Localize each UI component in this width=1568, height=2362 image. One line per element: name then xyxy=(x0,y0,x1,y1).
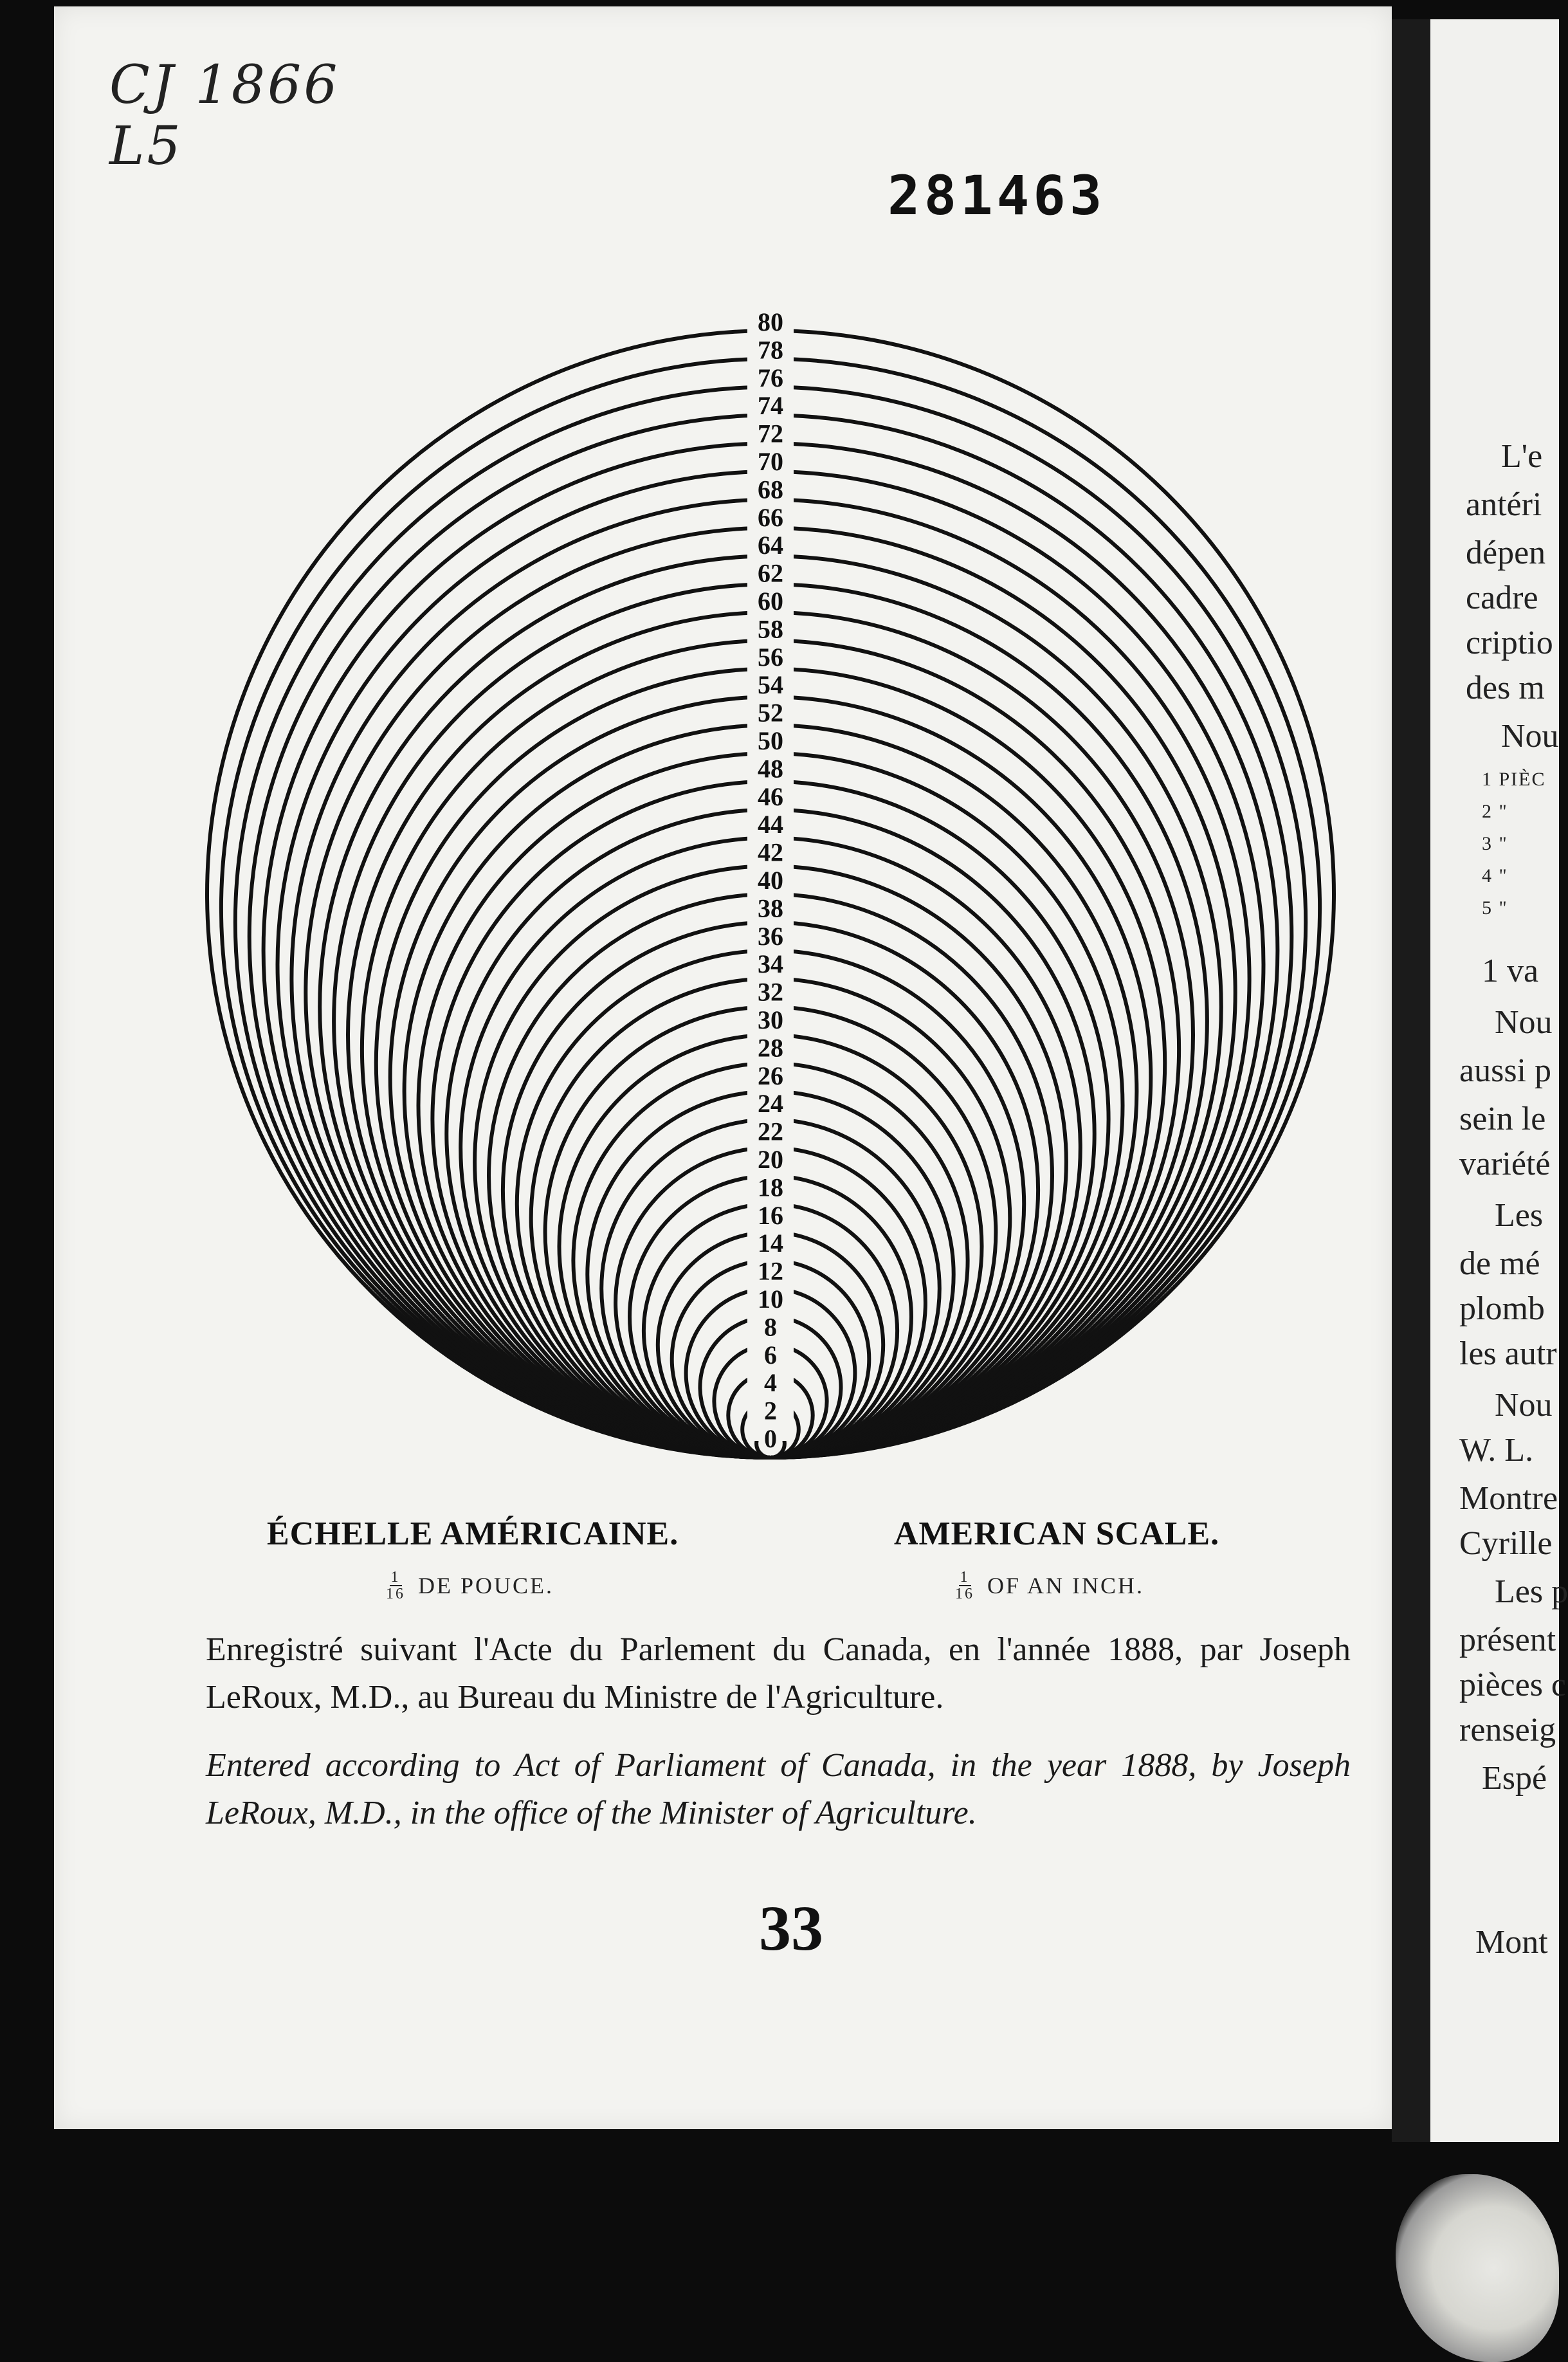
facing-page-line: cadre xyxy=(1466,580,1538,616)
facing-page-line: de mé xyxy=(1459,1245,1540,1282)
heading-english: AMERICAN SCALE. xyxy=(894,1515,1220,1552)
fraction xyxy=(955,1570,974,1602)
fraction-numerator: 1 xyxy=(390,1569,401,1586)
copyright-notice-english: Entered according to Act of Parliament of Canada, in the year 1888, by Joseph LeRoux, M.D., in the office of the Minister of Agriculture. xyxy=(206,1747,1351,1831)
ring-size-label: 48 xyxy=(758,754,783,783)
fraction-denominator: 16 xyxy=(386,1586,405,1602)
facing-page-line: Montre xyxy=(1459,1480,1558,1517)
ring-size-label: 24 xyxy=(758,1089,783,1119)
ring-size-label: 44 xyxy=(758,810,783,839)
fraction-denominator: 16 xyxy=(955,1586,974,1602)
facing-page-line: 1 PIÈC xyxy=(1482,769,1546,790)
facing-page-line: Les p xyxy=(1495,1573,1568,1610)
ring-size-label: 56 xyxy=(758,642,783,672)
facing-page-line: des m xyxy=(1466,670,1545,706)
fraction-numerator: 1 xyxy=(960,1569,970,1586)
ring-size-label: 72 xyxy=(758,419,783,448)
ring-size-label: 16 xyxy=(758,1200,783,1230)
facing-page-line: Cyrille xyxy=(1459,1525,1553,1562)
ring-size-label: 58 xyxy=(758,614,783,644)
ring-size-label: 26 xyxy=(758,1061,783,1090)
ring-size-label: 80 xyxy=(758,307,783,336)
ring-size-label: 38 xyxy=(758,893,783,923)
ring-size-label: 70 xyxy=(758,447,783,476)
facing-page-line: 2 " xyxy=(1482,801,1508,822)
facing-page-line: dépen xyxy=(1466,535,1546,571)
facing-page-line: Espé xyxy=(1482,1760,1547,1797)
ring-size-label: 8 xyxy=(764,1312,777,1342)
facing-page-line: antéri xyxy=(1466,486,1542,523)
facing-page-line: Nou xyxy=(1495,1387,1553,1424)
facing-page-line: Nou xyxy=(1495,1004,1553,1041)
ring-size-label: 36 xyxy=(758,921,783,951)
ring-size-label: 10 xyxy=(758,1285,783,1314)
ring-size-label: 32 xyxy=(758,977,783,1007)
ring-size-label: 76 xyxy=(758,363,783,392)
facing-page-line: 4 " xyxy=(1482,865,1508,886)
facing-page-line: renseig xyxy=(1459,1712,1556,1748)
ring-size-label: 46 xyxy=(758,782,783,811)
facing-page-line: variété xyxy=(1459,1146,1551,1182)
facing-page-line: les autr xyxy=(1459,1335,1557,1372)
ring-size-label: 54 xyxy=(758,670,783,700)
unit-label-french: DE POUCE. xyxy=(418,1573,554,1598)
facing-page-line: Les xyxy=(1495,1197,1544,1234)
copyright-notice-french: Enregistré suivant l'Acte du Parlement du Canada, en l'année 1888, par Joseph LeRoux, M.D., au Bureau du Ministre de l'Agriculture. xyxy=(206,1631,1351,1716)
heading-french: ÉCHELLE AMÉRICAINE. xyxy=(267,1515,679,1552)
ring-size-label: 20 xyxy=(758,1145,783,1174)
ring-size-label: 64 xyxy=(758,531,783,560)
ring-size-label: 34 xyxy=(758,949,783,979)
ring-size-label: 6 xyxy=(764,1340,777,1369)
ring-size-label: 66 xyxy=(758,502,783,532)
ring-size-label: 22 xyxy=(758,1117,783,1146)
ring-size-label: 60 xyxy=(758,587,783,616)
facing-page-line: présent xyxy=(1459,1622,1556,1658)
ring-size-label: 78 xyxy=(758,335,783,365)
ring-size-label: 68 xyxy=(758,475,783,504)
unit-label-english: OF AN INCH. xyxy=(987,1573,1145,1598)
facing-page-line: sein le xyxy=(1459,1101,1546,1137)
ring-size-label: 50 xyxy=(758,726,783,755)
ring-size-label: 28 xyxy=(758,1033,783,1063)
ring-size-label: 18 xyxy=(758,1173,783,1202)
ring-size-label: 4 xyxy=(764,1368,777,1398)
facing-page-line: L'e xyxy=(1501,438,1543,475)
facing-page-line: Mont xyxy=(1475,1924,1548,1961)
ring-size-label: 40 xyxy=(758,866,783,895)
ring-size-label: 74 xyxy=(758,391,783,421)
unit-english xyxy=(955,1570,1144,1602)
facing-page-line: aussi p xyxy=(1459,1052,1551,1089)
facing-page-line: 5 " xyxy=(1482,897,1508,919)
ring-size-label: 14 xyxy=(758,1229,783,1258)
facing-page-line: Nou xyxy=(1501,718,1559,755)
page-number: 33 xyxy=(759,1892,823,1964)
ring-size-label: 42 xyxy=(758,838,783,867)
fraction xyxy=(386,1570,405,1602)
facing-page-line: criptio xyxy=(1466,625,1553,661)
facing-page-line: 1 va xyxy=(1482,953,1539,989)
ring-size-label: 2 xyxy=(764,1396,777,1425)
accession-number: 281463 xyxy=(888,164,1106,227)
unit-french xyxy=(386,1570,554,1602)
ring-size-label: 62 xyxy=(758,558,783,588)
ring-size-label: 12 xyxy=(758,1256,783,1286)
ring-size-label: 52 xyxy=(758,698,783,728)
facing-page-line: 3 " xyxy=(1482,833,1508,854)
handwritten-call-number: CJ 1866 xyxy=(109,55,340,116)
facing-page-line: W. L. xyxy=(1459,1432,1534,1469)
facing-page-line: pièces c xyxy=(1459,1667,1567,1703)
handwritten-shelf-mark: L5 xyxy=(109,116,183,177)
ring-size-label: 30 xyxy=(758,1005,783,1034)
ring-size-label: 0 xyxy=(764,1424,777,1453)
facing-page-line: plomb xyxy=(1459,1290,1545,1327)
